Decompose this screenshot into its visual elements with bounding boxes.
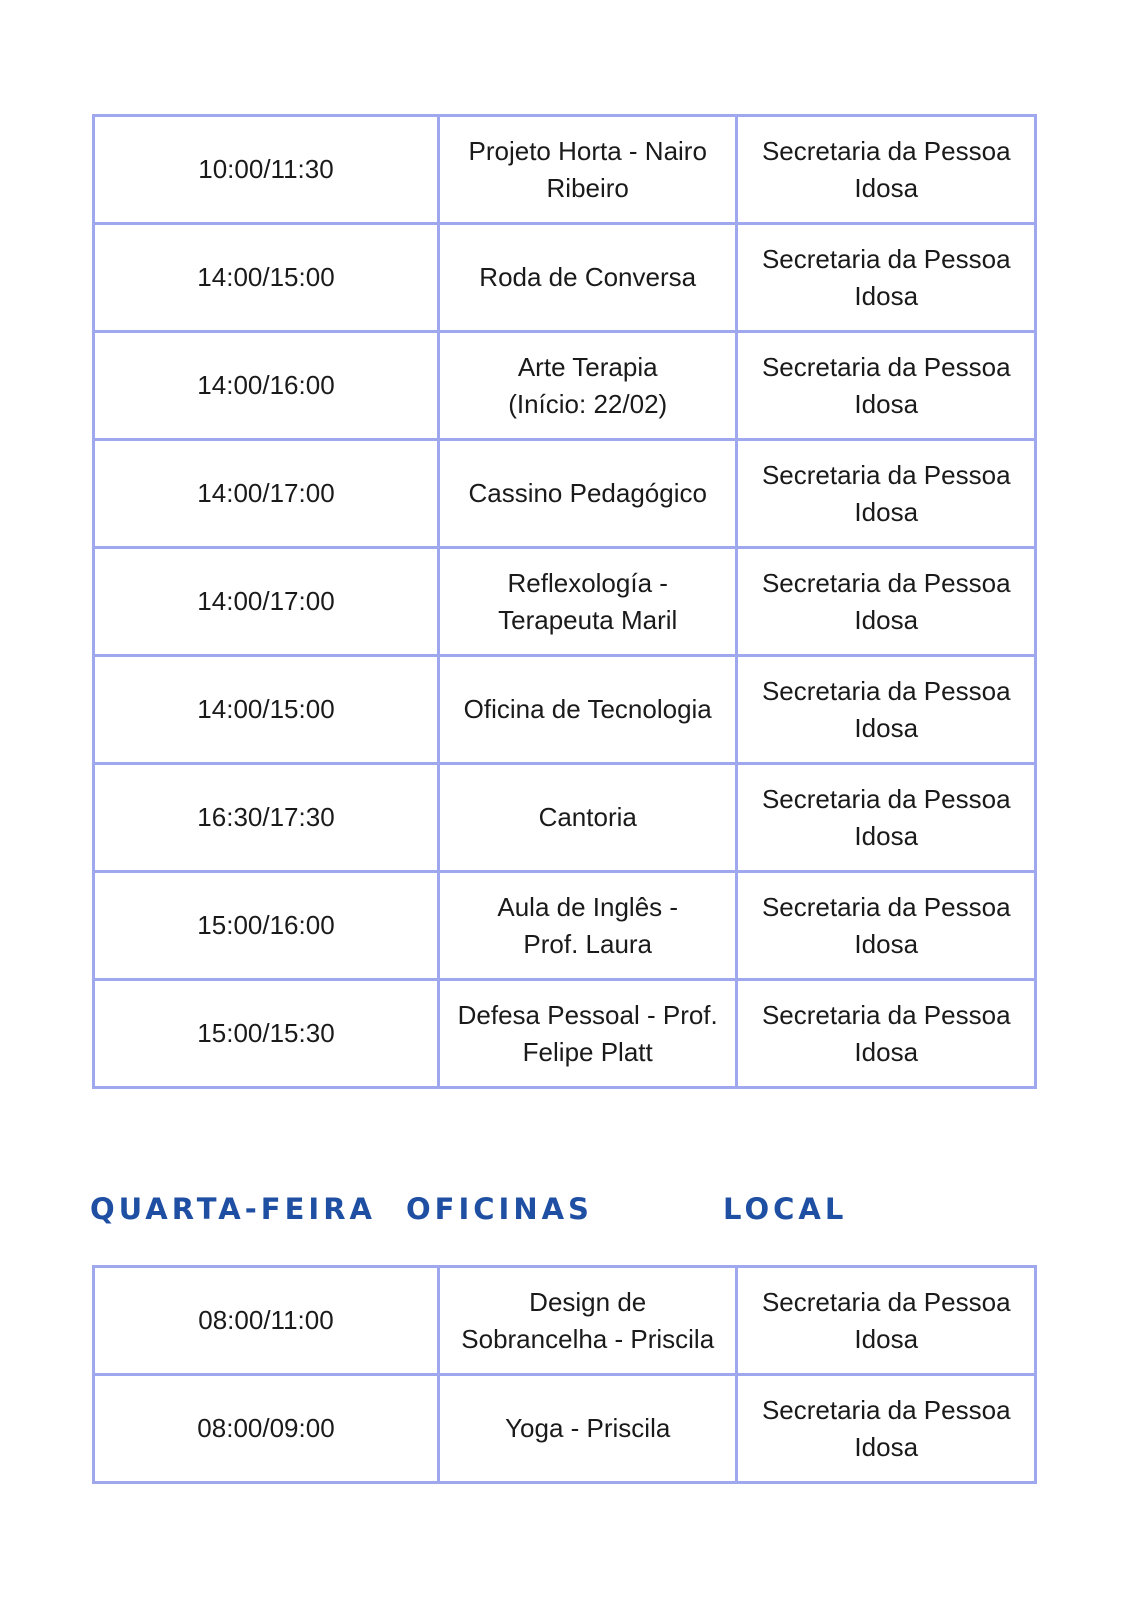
location-line: Idosa xyxy=(854,820,919,851)
table-row xyxy=(94,224,1036,332)
activity-line: Cantoria xyxy=(538,802,637,832)
location-cell xyxy=(737,656,1036,764)
activity-line: Prof. Laura xyxy=(523,928,653,959)
schedule-table-top xyxy=(92,114,1037,1089)
location-cell xyxy=(737,116,1036,224)
location-cell xyxy=(737,764,1036,872)
schedule-table-body xyxy=(94,116,1036,1088)
location-line: Secretaria da Pessoa xyxy=(761,675,1011,706)
location-line: Secretaria da Pessoa xyxy=(761,783,1011,814)
location-cell xyxy=(737,548,1036,656)
table-row xyxy=(94,332,1036,440)
location-line: Idosa xyxy=(854,1431,919,1462)
time-cell: 14:00/17:00 xyxy=(94,440,439,548)
activity-line: Terapeuta Maril xyxy=(498,604,678,635)
location-line: Secretaria da Pessoa xyxy=(761,891,1011,922)
schedule-table-bottom xyxy=(92,1265,1037,1484)
table-row xyxy=(94,440,1036,548)
time-cell: 14:00/15:00 xyxy=(94,224,439,332)
activity-cell xyxy=(438,656,737,764)
activity-line: Sobrancelha - Priscila xyxy=(461,1323,715,1354)
location-line: Secretaria da Pessoa xyxy=(761,1394,1011,1425)
activity-cell xyxy=(438,872,737,980)
location-line: Secretaria da Pessoa xyxy=(761,243,1011,274)
activity-line: Arte Terapia xyxy=(517,351,658,382)
table-row xyxy=(94,548,1036,656)
time-cell: 08:00/11:00 xyxy=(94,1267,439,1375)
location-cell xyxy=(737,1375,1036,1483)
location-line: Secretaria da Pessoa xyxy=(761,567,1011,598)
activity-cell xyxy=(438,440,737,548)
schedule-table-body xyxy=(94,1267,1036,1483)
activity-line: Projeto Horta - Nairo xyxy=(468,135,707,166)
activity-line: Ribeiro xyxy=(546,172,629,203)
location-line: Idosa xyxy=(854,604,919,635)
time-cell: 08:00/09:00 xyxy=(94,1375,439,1483)
table-row xyxy=(94,1375,1036,1483)
activity-cell xyxy=(438,116,737,224)
time-cell: 14:00/16:00 xyxy=(94,332,439,440)
activity-line: Reflexología - xyxy=(507,567,668,598)
activity-line: Aula de Inglês - xyxy=(497,891,679,922)
table-row xyxy=(94,872,1036,980)
activity-line: Cassino Pedagógico xyxy=(468,478,707,508)
table-row xyxy=(94,116,1036,224)
section-header xyxy=(0,1192,1131,1232)
location-heading: LOCAL xyxy=(723,1192,848,1226)
table-row xyxy=(94,1267,1036,1375)
location-cell xyxy=(737,332,1036,440)
activity-line: Oficina de Tecnologia xyxy=(463,694,712,724)
location-line: Idosa xyxy=(854,388,919,419)
time-cell: 15:00/15:30 xyxy=(94,980,439,1088)
day-heading: QUARTA-FEIRA xyxy=(90,1192,376,1226)
activity-cell xyxy=(438,332,737,440)
location-line: Idosa xyxy=(854,280,919,311)
table-row xyxy=(94,764,1036,872)
location-line: Idosa xyxy=(854,172,919,203)
table-row xyxy=(94,980,1036,1088)
activity-line: (Início: 22/02) xyxy=(508,388,668,419)
time-cell: 15:00/16:00 xyxy=(94,872,439,980)
activity-line: Yoga - Priscila xyxy=(505,1413,671,1443)
location-line: Secretaria da Pessoa xyxy=(761,999,1011,1030)
location-cell xyxy=(737,440,1036,548)
time-cell: 16:30/17:30 xyxy=(94,764,439,872)
time-cell: 14:00/15:00 xyxy=(94,656,439,764)
location-line: Secretaria da Pessoa xyxy=(761,1286,1011,1317)
table-row xyxy=(94,656,1036,764)
location-cell xyxy=(737,224,1036,332)
location-cell xyxy=(737,1267,1036,1375)
location-line: Secretaria da Pessoa xyxy=(761,459,1011,490)
activity-cell xyxy=(438,1267,737,1375)
activity-line: Roda de Conversa xyxy=(479,262,697,292)
location-cell xyxy=(737,872,1036,980)
location-line: Idosa xyxy=(854,1323,919,1354)
location-line: Idosa xyxy=(854,496,919,527)
location-line: Idosa xyxy=(854,928,919,959)
activity-line: Design de xyxy=(529,1286,647,1317)
location-cell xyxy=(737,980,1036,1088)
location-line: Secretaria da Pessoa xyxy=(761,135,1011,166)
location-line: Idosa xyxy=(854,1036,919,1067)
activity-line: Felipe Platt xyxy=(522,1036,653,1067)
time-cell: 14:00/17:00 xyxy=(94,548,439,656)
activity-cell xyxy=(438,1375,737,1483)
workshops-heading: OFICINAS xyxy=(406,1192,593,1226)
activity-cell xyxy=(438,224,737,332)
activity-cell xyxy=(438,548,737,656)
location-line: Secretaria da Pessoa xyxy=(761,351,1011,382)
activity-cell xyxy=(438,764,737,872)
activity-cell xyxy=(438,980,737,1088)
activity-line: Defesa Pessoal - Prof. xyxy=(457,999,718,1030)
time-cell: 10:00/11:30 xyxy=(94,116,439,224)
location-line: Idosa xyxy=(854,712,919,743)
